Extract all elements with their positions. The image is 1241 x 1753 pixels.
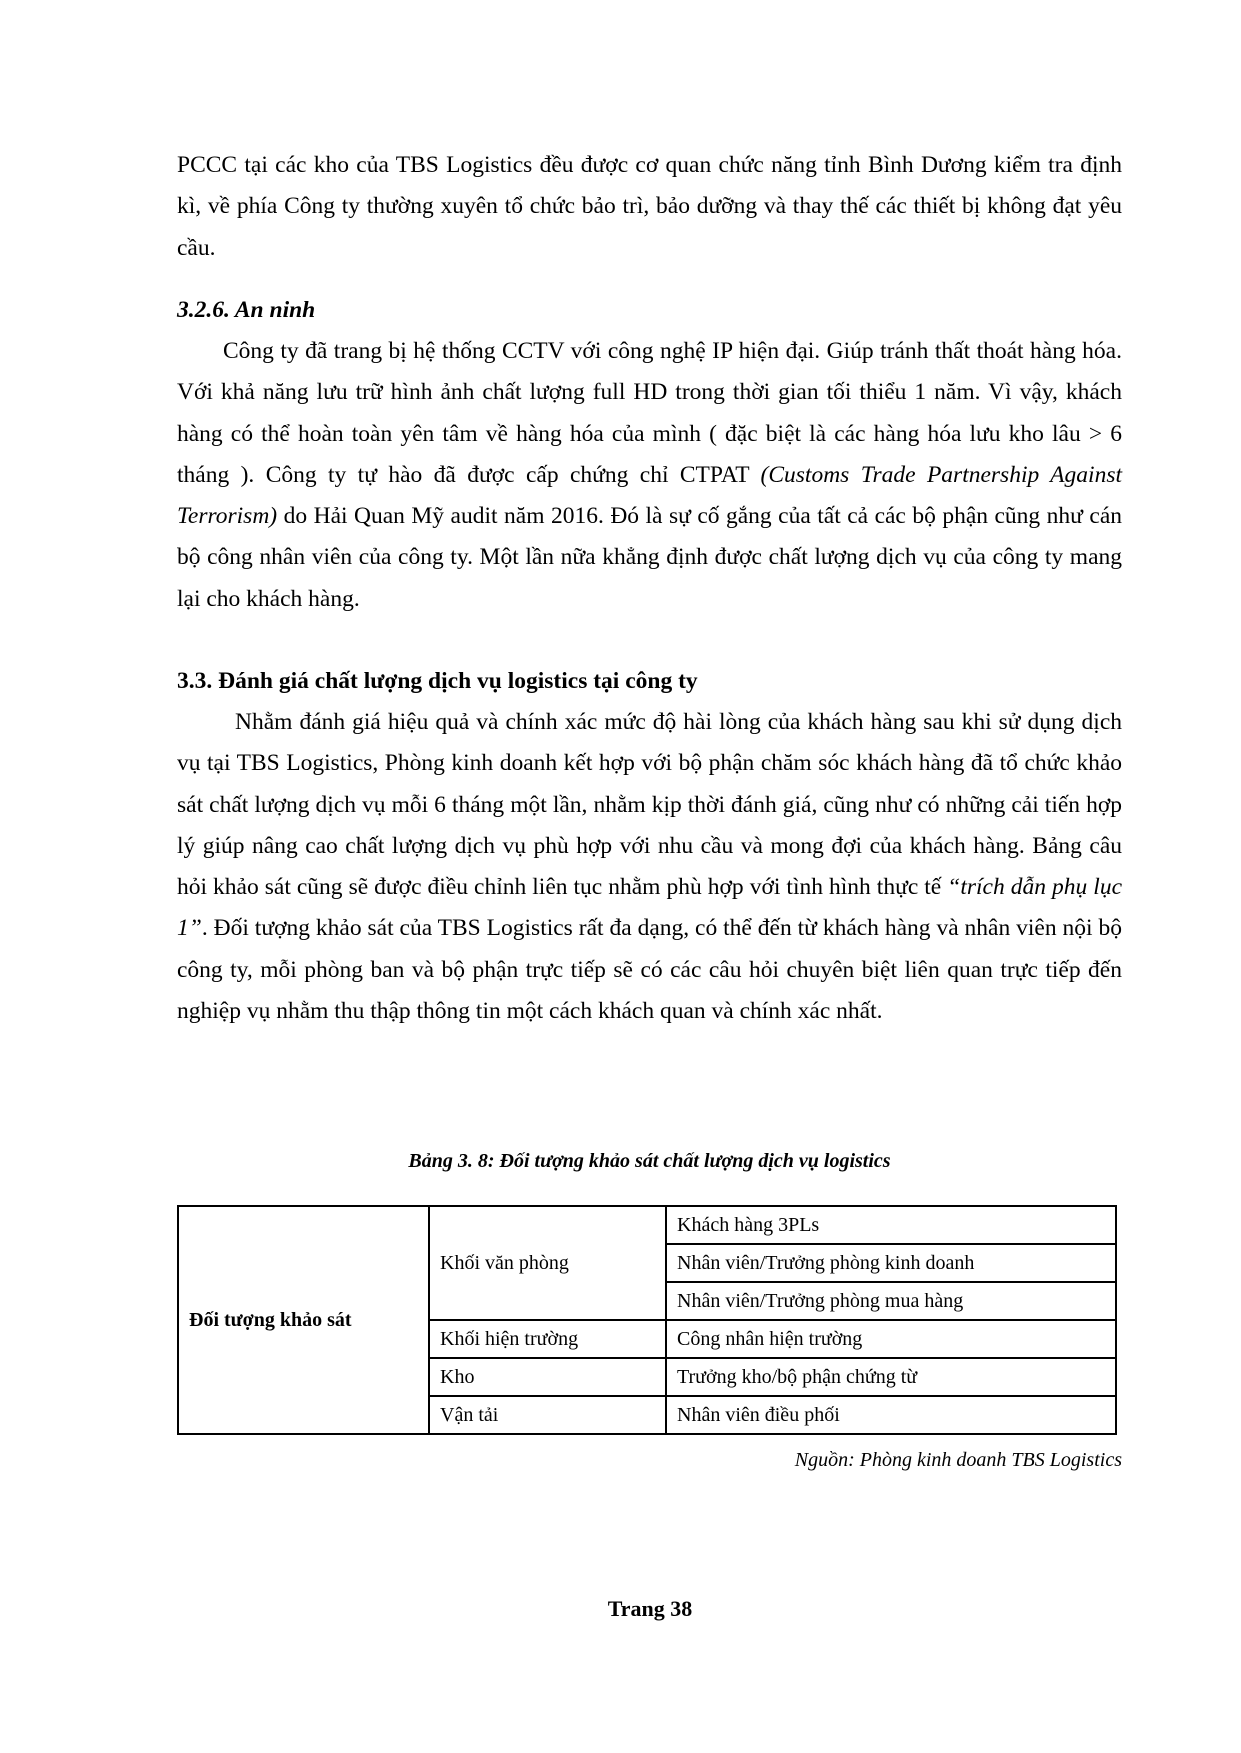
table-source-note: Nguồn: Phòng kinh doanh TBS Logistics xyxy=(794,1449,1122,1471)
group-cell: Vận tải xyxy=(429,1396,666,1434)
paragraph-pccc: PCCC tại các kho của TBS Logistics đều được cơ quan chức năng tỉnh Bình Dương kiểm tra định kì, về phía Công ty thường xuyên tổ chức bảo trì, bảo dưỡng và thay thế các thiết bị không đạt yêu cầu. xyxy=(177,152,1122,261)
section-heading-326-block xyxy=(177,290,1122,331)
paragraph-an-ninh-part1: Công ty đã trang bị hệ thống CCTV với công nghệ IP hiện đại. Giúp tránh thất thoát hàng hóa. Với khả năng lưu trữ hình ảnh chất lượng full HD trong thời gian tối thiểu 1 năm. Vì vậy, khách hàng có thể hoàn toàn yên tâm về hàng hóa của mình ( đặc biệt là các hàng hóa lưu kho lâu > 6 tháng ). Công ty tự hào đã được cấp chứng chỉ CTPAT xyxy=(177,338,1122,488)
paragraph-an-ninh xyxy=(177,331,1122,620)
group-cell: Khối hiện trường xyxy=(429,1320,666,1358)
table-row xyxy=(178,1206,1116,1244)
item-cell: Nhân viên/Trưởng phòng kinh doanh xyxy=(666,1244,1116,1282)
paragraph-danh-gia xyxy=(177,702,1122,1032)
table-header-cell: Đối tượng khảo sát xyxy=(178,1206,429,1434)
paragraph-pccc-block xyxy=(177,145,1122,269)
paragraph-danh-gia-block xyxy=(177,702,1122,1032)
item-cell: Nhân viên điều phối xyxy=(666,1396,1116,1434)
table-caption: Bảng 3. 8: Đối tượng khảo sát chất lượng dịch vụ logistics xyxy=(408,1150,891,1172)
survey-subjects-table xyxy=(177,1205,1117,1435)
paragraph-an-ninh-block xyxy=(177,331,1122,620)
paragraph-an-ninh-part2: do Hải Quan Mỹ audit năm 2016. Đó là sự cố gắng của tất cả các bộ phận cũng như cán bộ công nhân viên của công ty. Một lần nữa khẳng định được chất lượng dịch vụ của công ty mang lại cho khách hàng. xyxy=(177,503,1122,612)
paragraph-danh-gia-part2: . Đối tượng khảo sát của TBS Logistics rất đa dạng, có thể đến từ khách hàng và nhân viên nội bộ công ty, mỗi phòng ban và bộ phận trực tiếp sẽ có các câu hỏi chuyên biệt liên quan trực tiếp đến nghiệp vụ nhằm thu thập thông tin một cách khách quan và chính xác nhất. xyxy=(177,915,1122,1025)
section-heading-33-block xyxy=(177,661,1122,702)
paragraph-danh-gia-part1: Nhằm đánh giá hiệu quả và chính xác mức độ hài lòng của khách hàng sau khi sử dụng dịch vụ tại TBS Logistics, Phòng kinh doanh kết hợp với bộ phận chăm sóc khách hàng đã tổ chức khảo sát chất lượng dịch vụ mỗi 6 tháng một lần, nhằm kịp thời đánh giá, cũng như có những cải tiến hợp lý giúp nâng cao chất lượng dịch vụ phù hợp với nhu cầu và mong đợi của khách hàng. Bảng câu hỏi khảo sát cũng sẽ được điều chỉnh liên tục nhằm phù hợp với tình hình thực tế xyxy=(177,709,1122,901)
item-cell: Công nhân hiện trường xyxy=(666,1320,1116,1358)
item-cell: Trưởng kho/bộ phận chứng từ xyxy=(666,1358,1116,1396)
item-cell: Khách hàng 3PLs xyxy=(666,1206,1116,1244)
section-heading-an-ninh: 3.2.6. An ninh xyxy=(177,297,316,323)
appendix-citation: “trích dẫn phụ lục 1” xyxy=(177,874,1122,942)
section-heading-danh-gia: 3.3. Đánh giá chất lượng dịch vụ logistics tại công ty xyxy=(177,668,698,694)
group-cell: Khối văn phòng xyxy=(429,1206,666,1320)
page-number: Trang 38 xyxy=(607,1596,693,1621)
group-cell: Kho xyxy=(429,1358,666,1396)
ctpat-full-name: (Customs Trade Partnership Against Terrorism) xyxy=(177,461,1122,530)
item-cell: Nhân viên/Trưởng phòng mua hàng xyxy=(666,1282,1116,1320)
